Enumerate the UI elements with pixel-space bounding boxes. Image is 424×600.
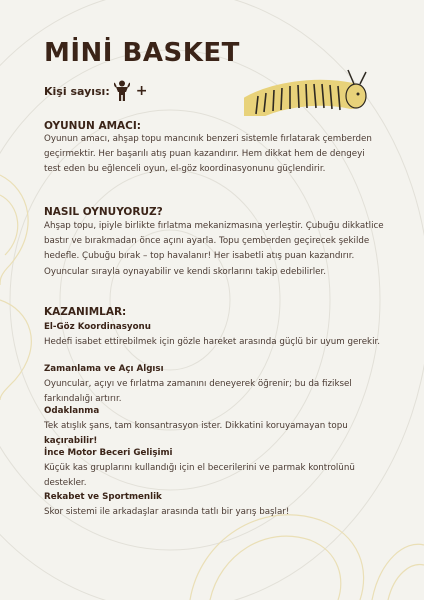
how-text: Ahşap topu, ipiyle birlikte fırlatma mekanizmasına yerleştir. Çubuğu dikkatlice bastır ve bırakmadan önce açını ayarla. Topu çemberden geçirecek şekilde hedefle. Çubuğu bırak – top havalanır! Her isabetli atış puan kazandırır. Oyuncular sırayla oynayabilir ve kendi skorlarını takip edebilirler.	[44, 221, 384, 277]
player-count-label: Kişi sayısı:	[44, 84, 110, 98]
player-count	[44, 80, 147, 102]
how-heading: NASIL OYNUYORUZ?	[44, 206, 163, 218]
aim-text: Oyunun amacı, ahşap topu mancınık benzeri sistemle fırlatarak çemberden geçirmektir. Her başarılı atış puan kazandırır. Hem dikkat hem de dengeyi test eden bu eğlenceli oyun, el-göz koordinasyonunu güçlendirir.	[44, 134, 372, 175]
plus-sign: +	[135, 83, 148, 99]
gain-title: Rekabet ve Sportmenlik	[44, 492, 162, 502]
aim-heading: OYUNUN AMACI:	[44, 120, 141, 132]
gain-text: Hedefi isabet ettirebilmek için gözle hareket arasında güçlü bir uyum gerekir.	[44, 337, 381, 347]
gain-text: Oyuncular, açıyı ve fırlatma zamanını deneyerek öğrenir; bu da fiziksel farkındalığı artırır.	[44, 379, 352, 405]
gain-title: İnce Motor Beceri Gelişimi	[44, 448, 173, 458]
caterpillar-illustration	[244, 66, 374, 116]
gain-text: Küçük kas gruplarını kullandığı için el becerilerini ve parmak kontrolünü destekler.	[44, 463, 355, 489]
person-icon	[114, 80, 130, 102]
gain-title: Zamanlama ve Açı Algısı	[44, 364, 164, 374]
gain-title: Odaklanma	[44, 406, 100, 416]
page-title: MİNİ BASKET	[44, 38, 240, 68]
gain-text-main: Tek atışlık şans, tam konsantrasyon ister. Dikkatini koruyamayan topu	[44, 421, 348, 431]
gain-title: El-Göz Koordinasyonu	[44, 322, 151, 332]
gain-text	[44, 419, 384, 449]
gain-text-emphasis: kaçırabilir!	[44, 436, 98, 447]
gains-heading: KAZANIMLAR:	[44, 306, 127, 318]
gain-text: Skor sistemi ile arkadaşlar arasında tatlı bir yarış başlar!	[44, 507, 290, 517]
